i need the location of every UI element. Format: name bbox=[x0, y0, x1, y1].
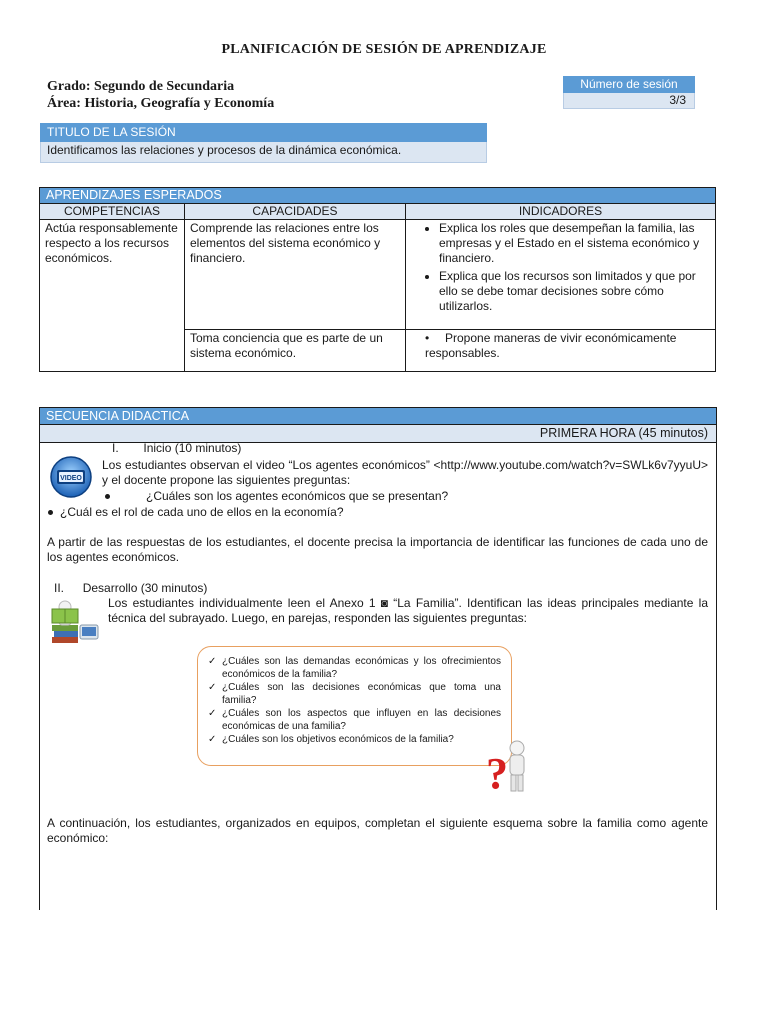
column-header-capacidades: CAPACIDADES bbox=[185, 204, 406, 220]
capacidad-cell bbox=[185, 330, 406, 372]
didactic-sequence-header: SECUENCIA DIDACTICA bbox=[39, 407, 717, 425]
checkmark-icon: ✓ bbox=[208, 734, 217, 745]
inicio-paragraph: Los estudiantes observan el video “Los agentes económicos” <http://www.youtube.com/watch?v=SWLk6v7yyuU> y el docente propone las siguientes preguntas: bbox=[102, 458, 708, 487]
column-header-indicadores: INDICADORES bbox=[406, 204, 716, 220]
question-item: ✓ ¿Cuáles son los objetivos económicos de la familia? bbox=[208, 734, 454, 745]
capacidad-text: Toma conciencia que es parte de un sistema económico. bbox=[190, 331, 383, 360]
question-item: ✓ ¿Cuáles son las decisiones económicas que toma una familia? bbox=[208, 682, 501, 706]
indicador-item: • Explica que los recursos son limitados y que por ello se debe tomar decisiones sobre cómo utilizarlos. bbox=[439, 269, 710, 314]
desarrollo-title: Desarrollo (30 minutos) bbox=[82, 581, 208, 595]
reading-student-icon bbox=[48, 595, 102, 649]
desarrollo-number: II. bbox=[54, 581, 65, 595]
indicador-item: • Explica los roles que desempeñan la familia, las empresas y el Estado en el sistema económico y financiero. bbox=[439, 221, 710, 266]
video-icon-label: VIDEO bbox=[60, 475, 82, 482]
competencia-cell bbox=[40, 220, 185, 372]
desarrollo-heading bbox=[54, 581, 207, 596]
indicador-item: • Propone maneras de vivir económicamente responsables. bbox=[425, 331, 677, 360]
checkmark-icon: ✓ bbox=[208, 708, 217, 719]
question-item: ✓ ¿Cuáles son los aspectos que influyen en las decisiones económicas de una familia? bbox=[208, 708, 501, 732]
question-item: ✓ ¿Cuáles son las demandas económicas y los ofrecimientos económicos de la familia? bbox=[208, 656, 501, 680]
video-icon bbox=[49, 455, 93, 499]
grade-label: Grado: Segundo de Secundaria bbox=[47, 79, 235, 94]
session-title-label: TITULO DE LA SESIÓN bbox=[40, 123, 487, 142]
document-title: PLANIFICACIÓN DE SESIÓN DE APRENDIZAJE bbox=[221, 42, 547, 57]
inicio-question-2: ¿Cuál es el rol de cada uno de ellos en la economía? bbox=[48, 505, 708, 520]
column-header-competencias: COMPETENCIAS bbox=[40, 204, 185, 220]
session-title-box bbox=[40, 123, 487, 163]
session-title-value: Identificamos las relaciones y procesos de la dinámica económica. bbox=[40, 142, 487, 163]
session-number-value: 3/3 bbox=[563, 93, 695, 109]
inicio-question-1: ¿Cuáles son los agentes económicos que se presentan? bbox=[102, 489, 708, 504]
first-hour-label: PRIMERA HORA (45 minutos) bbox=[40, 425, 716, 443]
learning-outcomes-table bbox=[39, 187, 716, 372]
svg-text:?: ? bbox=[486, 749, 508, 798]
capacidad-text: Comprende las relaciones entre los elementos del sistema económico y financiero. bbox=[190, 221, 381, 265]
inicio-title: Inicio (10 minutos) bbox=[143, 441, 242, 455]
indicadores-cell bbox=[406, 220, 716, 330]
capacidad-cell bbox=[185, 220, 406, 330]
checkmark-icon: ✓ bbox=[208, 656, 217, 667]
continuacion-paragraph: A continuación, los estudiantes, organizados en equipos, completan el siguiente esquema sobre la familia como agente económico: bbox=[47, 816, 708, 845]
learning-outcomes-header: APRENDIZAJES ESPERADOS bbox=[40, 188, 716, 204]
indicadores-cell bbox=[406, 330, 716, 372]
checkmark-icon: ✓ bbox=[208, 682, 217, 693]
desarrollo-paragraph: Los estudiantes individualmente leen el Anexo 1 ◙ “La Familia”. Identifican las ideas principales mediante la técnica del subrayado. Luego, en parejas, responden las siguientes preguntas: bbox=[108, 596, 708, 625]
area-label: Área: Historia, Geografía y Economía bbox=[47, 96, 275, 111]
questions-box bbox=[197, 646, 512, 766]
grade-area-block bbox=[47, 78, 274, 112]
inicio-conclusion: A partir de las respuestas de los estudiantes, el docente precisa la importancia de identificar las funciones de cada uno de los agentes económicos. bbox=[47, 535, 708, 564]
session-number-box bbox=[563, 76, 695, 109]
competencia-text: Actúa responsablemente respecto a los recursos económicos. bbox=[45, 221, 178, 265]
inicio-number: I. bbox=[112, 441, 119, 455]
inicio-heading bbox=[112, 441, 241, 456]
session-number-label: Número de sesión bbox=[563, 76, 695, 93]
question-mark-figure-icon bbox=[484, 738, 534, 798]
